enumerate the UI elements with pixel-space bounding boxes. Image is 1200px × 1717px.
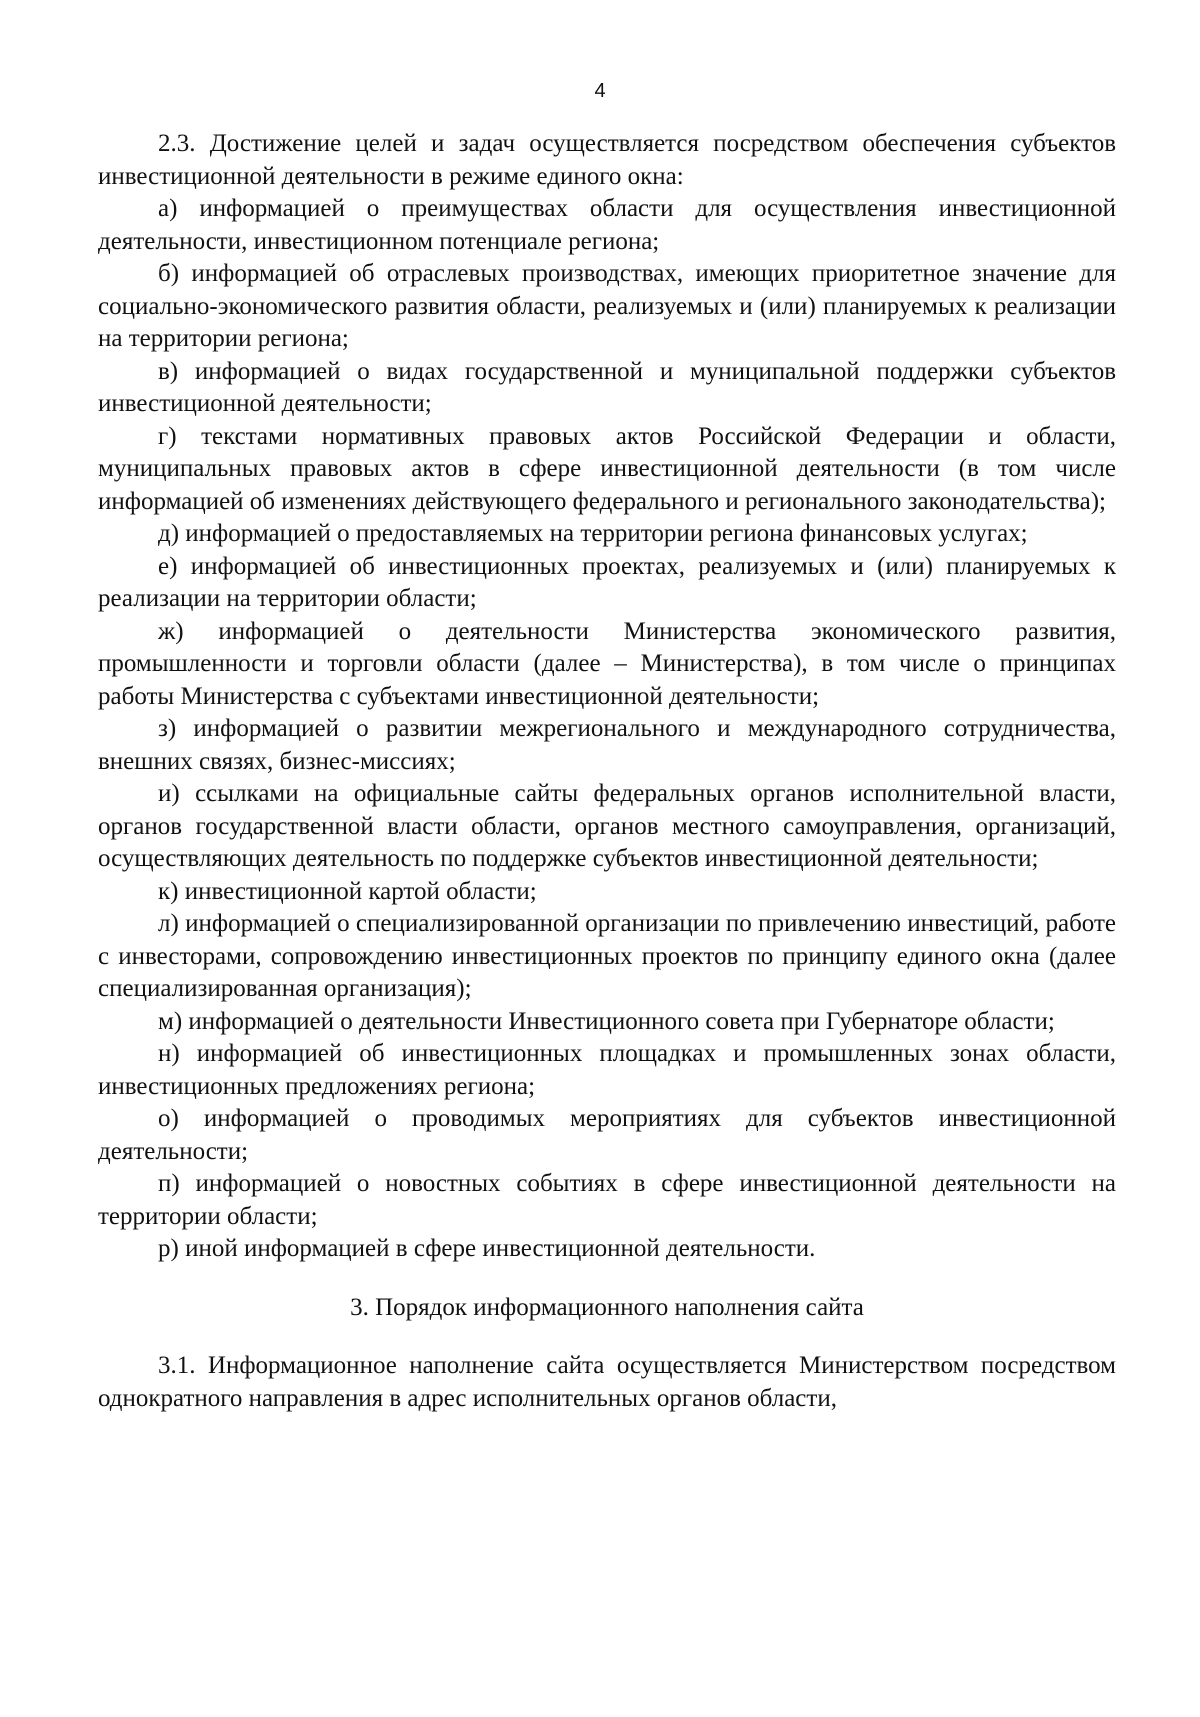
list-item-p: п) информацией о новостных событиях в сфере инвестиционной деятельности на территории области; bbox=[98, 1170, 1116, 1230]
list-item-a: а) информацией о преимуществах области для осуществления инвестиционной деятельности, инвестиционном потенциале региона; bbox=[98, 195, 1116, 255]
clause-3-1: 3.1. Информационное наполнение сайта осуществляется Министерством посредством однократного направления в адрес исполнительных органов области, bbox=[98, 1352, 1116, 1412]
list-item-v: в) информацией о видах государственной и муниципальной поддержки субъектов инвестиционной деятельности; bbox=[98, 357, 1116, 417]
section-3-heading: 3. Порядок информационного наполнения сайта bbox=[350, 1293, 864, 1321]
list-item-b: б) информацией об отраслевых производствах, имеющих приоритетное значение для социально-экономического развития области, реализуемых и (или) планируемых к реализации на территории региона; bbox=[98, 260, 1116, 352]
list-item-zh: ж) информацией о деятельности Министерства экономического развития, промышленности и торговли области (далее – Министерства), в том числе о принципах работы Министерства с субъектами инвестиционной деятельности; bbox=[98, 617, 1116, 710]
list-item-d: д) информацией о предоставляемых на территории региона финансовых услугах; bbox=[158, 520, 1028, 547]
document-body bbox=[98, 128, 1116, 1415]
list-item-l: л) информацией о специализированной организации по привлечению инвестиций, работе с инвесторами, сопровождению инвестиционных проектов по принципу единого окна (далее специализированная организация); bbox=[98, 910, 1116, 1002]
clause-2-3-intro: 2.3. Достижение целей и задач осуществляется посредством обеспечения субъектов инвестиционной деятельности в режиме единого окна: bbox=[98, 130, 1116, 190]
list-item-o: о) информацией о проводимых мероприятиях для субъектов инвестиционной деятельности; bbox=[98, 1105, 1116, 1165]
list-item-n: н) информацией об инвестиционных площадках и промышленных зонах области, инвестиционных предложениях региона; bbox=[98, 1040, 1116, 1100]
list-item-r: р) иной информацией в сфере инвестиционной деятельности. bbox=[158, 1235, 816, 1262]
page-number: 4 bbox=[594, 80, 606, 102]
list-item-e: е) информацией об инвестиционных проектах, реализуемых и (или) планируемых к реализации на территории области; bbox=[98, 552, 1116, 612]
list-item-z: з) информацией о развитии межрегионального и международного сотрудничества, внешних связях, бизнес-миссиях; bbox=[98, 715, 1116, 775]
list-item-m: м) информацией о деятельности Инвестиционного совета при Губернаторе области; bbox=[158, 1007, 1055, 1035]
list-item-k: к) инвестиционной картой области; bbox=[158, 877, 537, 905]
list-item-i: и) ссылками на официальные сайты федеральных органов исполнительной власти, органов государственной власти области, органов местного самоуправления, организаций, осуществляющих деятельность по поддержке субъектов инвестиционной деятельности; bbox=[98, 780, 1116, 872]
list-item-g: г) текстами нормативных правовых актов Российской Федерации и области, муниципальных правовых актов в сфере инвестиционной деятельности (в том числе информацией об изменениях действующего федерального и регионального законодательства); bbox=[98, 422, 1116, 515]
